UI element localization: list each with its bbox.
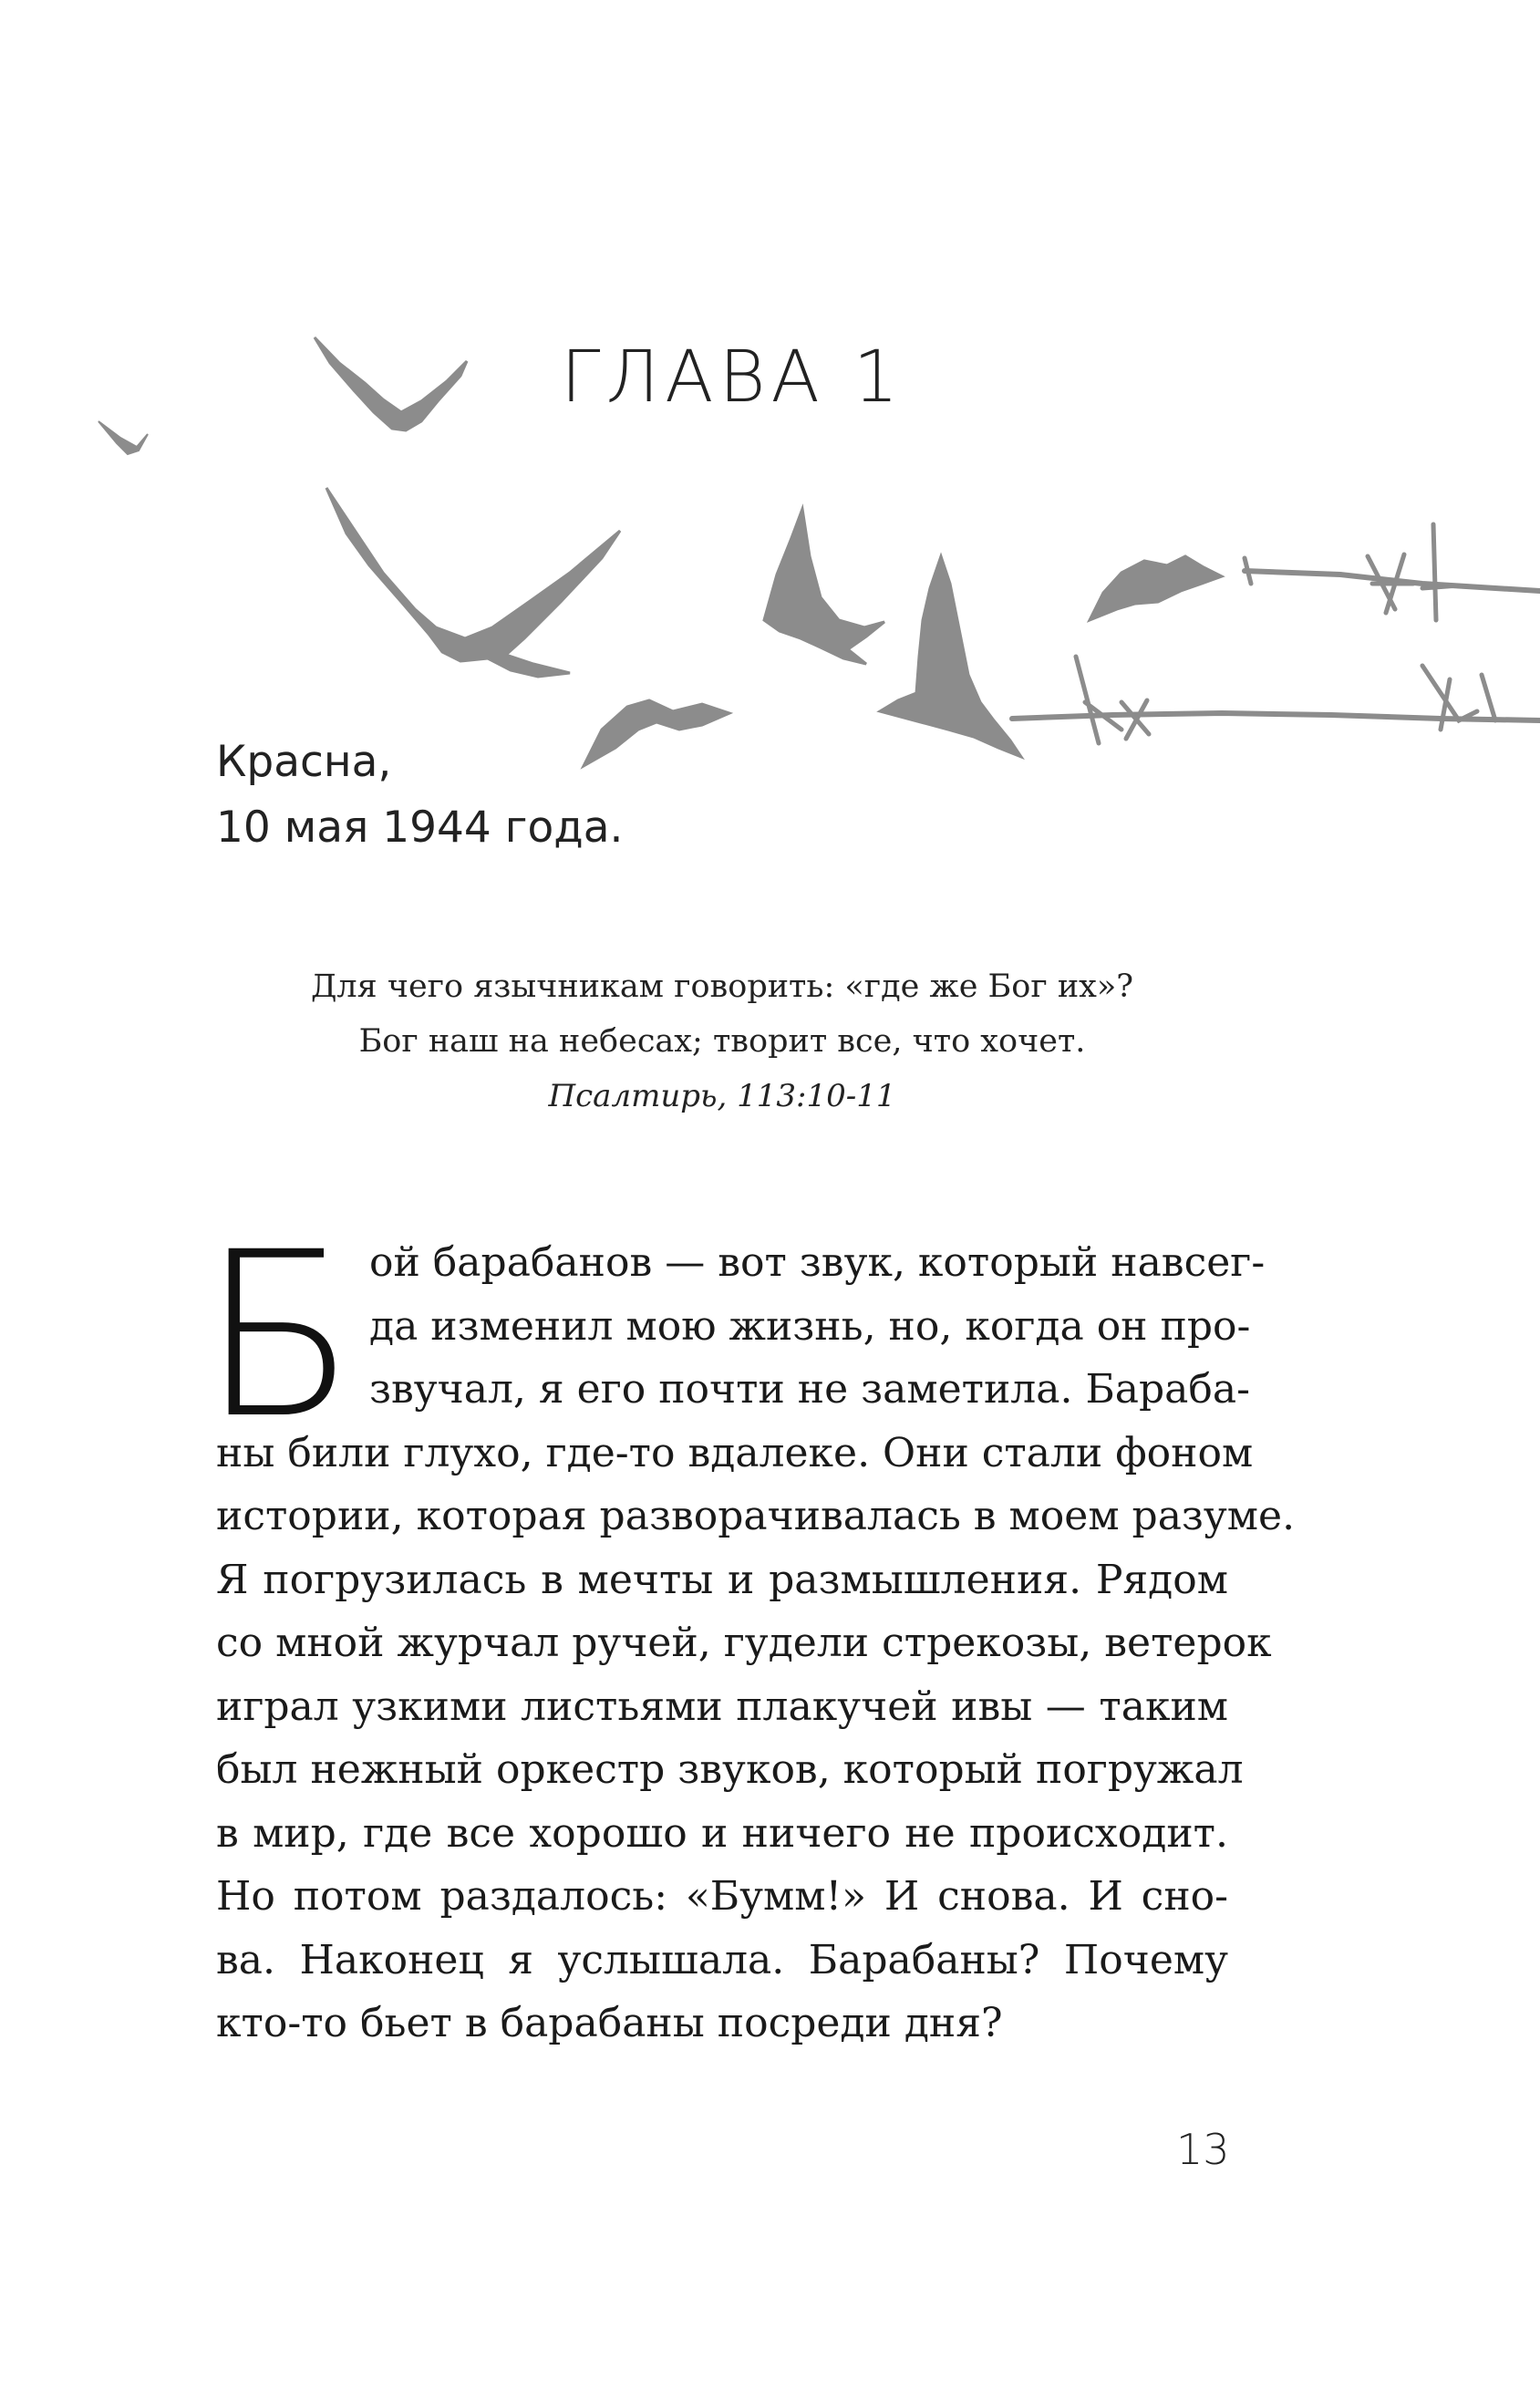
body-line: в мир, где все хорошо и ничего не происходит.	[216, 1809, 1228, 1857]
chapter-title: ГЛАВА 1	[561, 337, 904, 419]
bird-icon	[764, 509, 884, 664]
epigraph-source: Псалтирь, 113:10-11	[548, 1078, 896, 1114]
body-line: со мной журчал ручей, гудели стрекозы, ветерок	[216, 1620, 1272, 1666]
barbed-wire-icon	[1012, 657, 1540, 743]
epigraph-line: Для чего язычникам говорить: «где же Бог их»?	[310, 968, 1134, 1005]
bird-icon	[98, 421, 148, 454]
setting-heading	[216, 730, 623, 861]
body-line: истории, которая разворачивалась в моем разуме.	[216, 1493, 1296, 1539]
epigraph-line: Бог наш на небесах; творит все, что хочет.	[358, 1023, 1086, 1060]
bird-icon	[880, 556, 1021, 757]
barbed-wire-icon	[1245, 524, 1540, 620]
body-line: Я погрузилась в мечты и размышления. Рядом	[216, 1556, 1228, 1603]
body-paragraph	[216, 1231, 1296, 2055]
body-line: ны били глухо, где-то вдалеке. Они стали фоном	[216, 1429, 1254, 1476]
page-number: 13	[1176, 2125, 1230, 2174]
bird-icon	[315, 337, 467, 430]
body-line: был нежный оркестр звуков, который погружал	[216, 1746, 1244, 1793]
body-line: звучал, я его почти не заметила. Бараба-	[369, 1366, 1251, 1413]
place-name: Красна,	[216, 737, 392, 787]
body-line: да изменил мою жизнь, но, когда он про-	[369, 1302, 1251, 1350]
drop-cap: Б	[201, 1203, 357, 1468]
date-line: 10 мая 1944 года.	[216, 803, 624, 853]
body-line: кто-то бьет в барабаны посреди дня?	[216, 2000, 1003, 2046]
body-line: Но потом раздалось: «Бумм!» И снова. И сно-	[216, 1873, 1228, 1920]
bird-icon	[1090, 556, 1222, 620]
body-line: ва. Наконец я услышала. Барабаны? Почему	[216, 1936, 1228, 1983]
body-line: играл узкими листьями плакучей ивы — таким	[216, 1683, 1228, 1730]
body-line: ой барабанов — вот звук, который навсег-	[369, 1239, 1266, 1286]
epigraph	[216, 959, 1228, 1124]
bird-icon	[326, 488, 620, 677]
